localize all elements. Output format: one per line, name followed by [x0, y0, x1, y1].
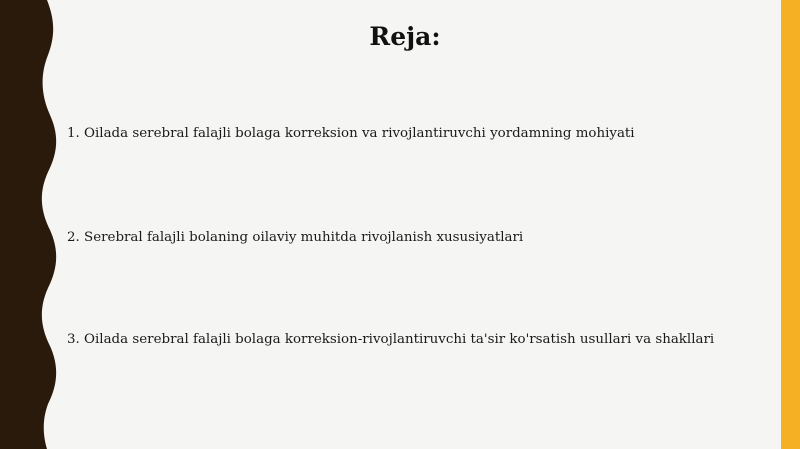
- slide-title: Reja:: [369, 22, 441, 51]
- plan-item-1: 1. Oilada serebral falajli bolaga korreksion va rivojlantiruvchi yordamning mohiyati: [67, 126, 635, 141]
- right-accent-bar: [781, 0, 800, 449]
- wavy-band-shape: [0, 0, 56, 449]
- plan-item-3: 3. Oilada serebral falajli bolaga korreksion-rivojlantiruvchi ta'sir ko'rsatish usullari va shakllari: [67, 332, 715, 347]
- wavy-left-band: [0, 0, 70, 449]
- plan-item-2: 2. Serebral falajli bolaning oilaviy muhitda rivojlanish xususiyatlari: [67, 230, 524, 245]
